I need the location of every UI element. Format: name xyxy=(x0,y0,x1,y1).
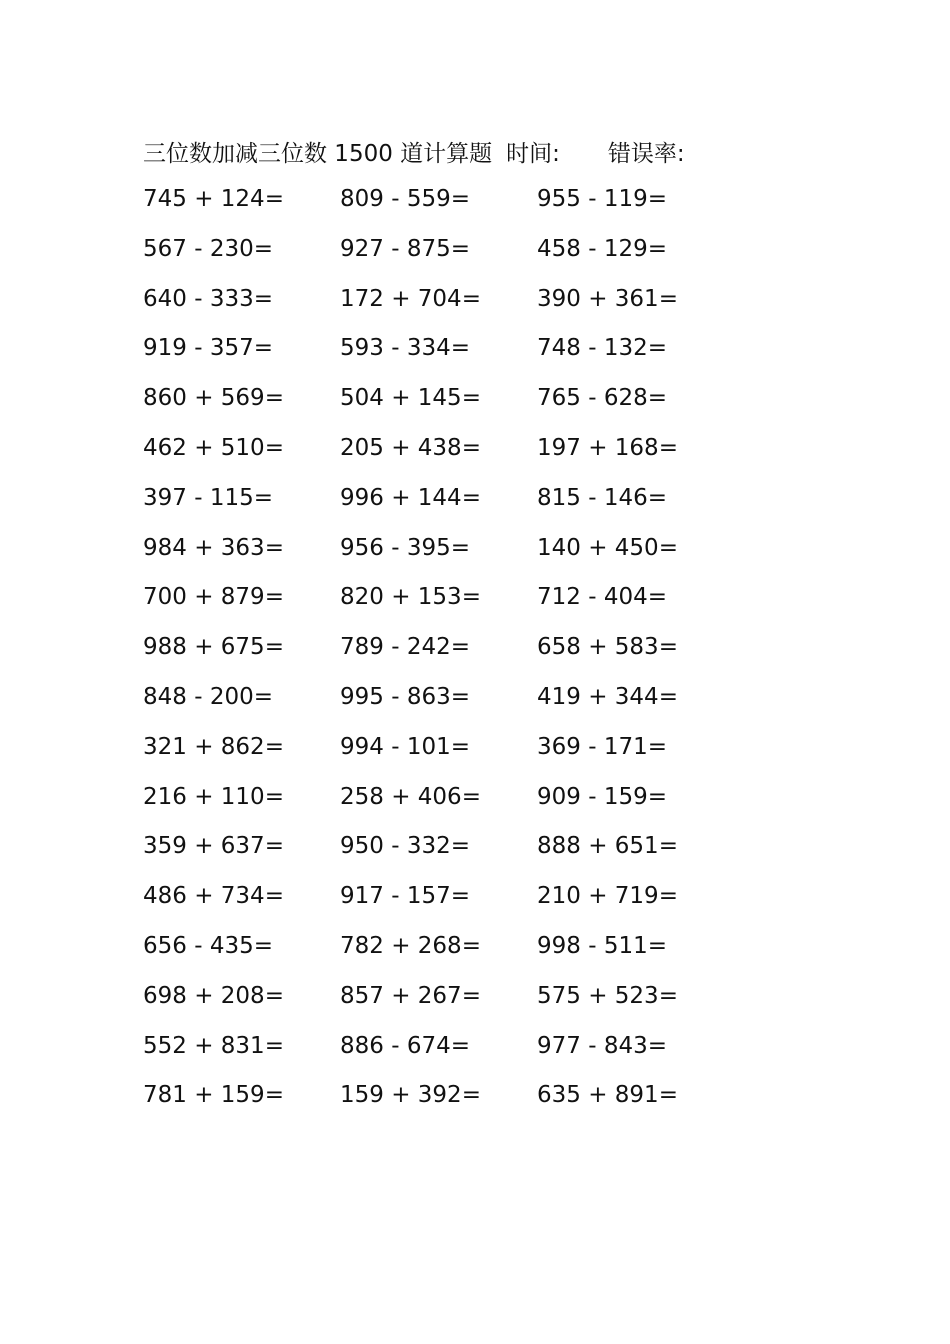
problem-item: 765 - 628= xyxy=(537,385,667,412)
problem-row xyxy=(143,729,743,779)
problem-grid xyxy=(143,181,743,1127)
problem-row xyxy=(143,679,743,729)
problem-item: 919 - 357= xyxy=(143,335,273,362)
problem-item: 656 - 435= xyxy=(143,932,273,959)
problem-item: 462 + 510= xyxy=(143,434,284,461)
problem-item: 815 - 146= xyxy=(537,484,667,511)
problem-item: 205 + 438= xyxy=(340,434,481,461)
problem-item: 988 + 675= xyxy=(143,634,284,661)
problem-item: 700 + 879= xyxy=(143,584,284,611)
problem-item: 950 - 332= xyxy=(340,833,470,860)
problem-item: 888 + 651= xyxy=(537,833,678,860)
problem-item: 956 - 395= xyxy=(340,534,470,561)
problem-item: 140 + 450= xyxy=(537,534,678,561)
problem-item: 857 + 267= xyxy=(340,982,481,1009)
problem-item: 321 + 862= xyxy=(143,733,284,760)
problem-item: 781 + 159= xyxy=(143,1082,284,1109)
problem-row xyxy=(143,330,743,380)
problem-row xyxy=(143,430,743,480)
problem-item: 258 + 406= xyxy=(340,783,481,810)
problem-item: 486 + 734= xyxy=(143,883,284,910)
problem-item: 996 + 144= xyxy=(340,484,481,511)
problem-row xyxy=(143,530,743,580)
problem-item: 994 - 101= xyxy=(340,733,470,760)
problem-row xyxy=(143,928,743,978)
problem-item: 917 - 157= xyxy=(340,883,470,910)
problem-item: 955 - 119= xyxy=(537,186,667,212)
problem-item: 977 - 843= xyxy=(537,1032,667,1059)
problem-item: 860 + 569= xyxy=(143,385,284,412)
problem-item: 172 + 704= xyxy=(340,285,481,312)
problem-item: 575 + 523= xyxy=(537,982,678,1009)
error-rate-label: 错误率: xyxy=(607,140,685,167)
problem-item: 927 - 875= xyxy=(340,235,470,262)
problem-row xyxy=(143,231,743,281)
problem-item: 397 - 115= xyxy=(143,484,273,511)
problem-item: 504 + 145= xyxy=(340,385,481,412)
problem-item: 748 - 132= xyxy=(537,335,667,362)
problem-item: 458 - 129= xyxy=(537,235,667,262)
problem-item: 216 + 110= xyxy=(143,783,284,810)
problem-item: 809 - 559= xyxy=(340,186,470,212)
problem-item: 782 + 268= xyxy=(340,932,481,959)
problem-item: 593 - 334= xyxy=(340,335,470,362)
problem-item: 848 - 200= xyxy=(143,683,273,710)
problem-item: 712 - 404= xyxy=(537,584,667,611)
problem-item: 159 + 392= xyxy=(340,1082,481,1109)
problem-row xyxy=(143,1077,743,1127)
problem-item: 640 - 333= xyxy=(143,285,273,312)
problem-row xyxy=(143,629,743,679)
problem-item: 698 + 208= xyxy=(143,982,284,1009)
problem-item: 359 + 637= xyxy=(143,833,284,860)
problem-item: 984 + 363= xyxy=(143,534,284,561)
problem-item: 390 + 361= xyxy=(537,285,678,312)
problem-item: 658 + 583= xyxy=(537,634,678,661)
worksheet-header xyxy=(143,133,685,169)
problem-item: 567 - 230= xyxy=(143,235,273,262)
time-label: 时间: xyxy=(506,140,560,167)
problem-item: 995 - 863= xyxy=(340,683,470,710)
problem-item: 419 + 344= xyxy=(537,683,678,710)
problem-item: 635 + 891= xyxy=(537,1082,678,1109)
problem-row xyxy=(143,380,743,430)
problem-row xyxy=(143,281,743,331)
problem-row xyxy=(143,878,743,928)
problem-row xyxy=(143,181,743,231)
problem-row xyxy=(143,579,743,629)
problem-item: 369 - 171= xyxy=(537,733,667,760)
problem-row xyxy=(143,1028,743,1078)
problem-item: 820 + 153= xyxy=(340,584,481,611)
problem-item: 789 - 242= xyxy=(340,634,470,661)
problem-item: 909 - 159= xyxy=(537,783,667,810)
problem-row xyxy=(143,978,743,1028)
problem-item: 998 - 511= xyxy=(537,932,667,959)
problem-item: 886 - 674= xyxy=(340,1032,470,1059)
problem-row xyxy=(143,779,743,829)
problem-row xyxy=(143,828,743,878)
problem-item: 552 + 831= xyxy=(143,1032,284,1059)
problem-item: 210 + 719= xyxy=(537,883,678,910)
worksheet-title: 三位数加减三位数 1500 道计算题 xyxy=(143,140,493,167)
problem-row xyxy=(143,480,743,530)
problem-item: 197 + 168= xyxy=(537,434,678,461)
problem-item: 745 + 124= xyxy=(143,186,284,212)
